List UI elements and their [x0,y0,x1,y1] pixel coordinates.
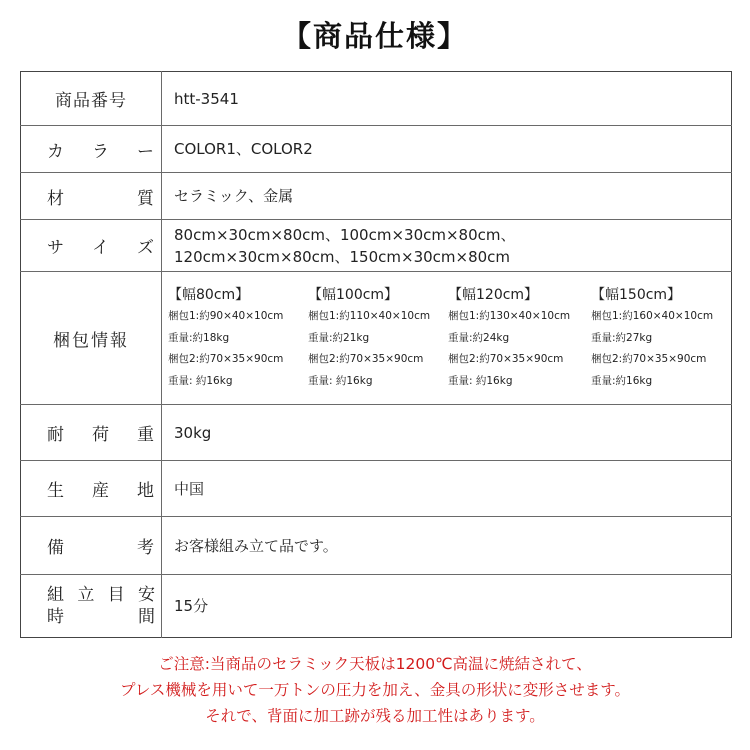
size-value: 80cm×30cm×80cm、100cm×30cm×80cm、 120cm×30cm×80cm、150cm×30cm×80cm [162,220,732,272]
spec-row-notes [21,517,732,575]
packing-column-120: 【幅120cm】 梱包1:約130×40×10cm 重量:約24kg 梱包2:約70×35×90cm 重量: 約16kg [448,287,571,387]
load-label: 耐 荷 重 [21,405,162,461]
packing-column-150: 【幅150cm】 梱包1:約160×40×10cm 重量:約27kg 梱包2:約70×35×90cm 重量:約16kg [591,287,714,387]
material-value: セラミック、金属 [162,173,732,220]
notes-value: お客様組み立て品です。 [162,517,732,575]
material-label: 材 質 [21,173,162,220]
packing-column-100: 【幅100cm】 梱包1:約110×40×10cm 重量:約21kg 梱包2:約70×35×90cm 重量: 約16kg [308,287,431,387]
spec-row-material [21,173,732,220]
spec-row-packing [21,272,732,405]
load-value: 30kg [162,405,732,461]
spec-row-model [21,72,732,126]
caution-notice: ご注意:当商品のセラミック天板は1200℃高温に焼結されて、 プレス機械を用いて一万トンの圧力を加え、金具の形状に変形させます。 それで、背面に加工跡が残る加工性はあります。 [119,655,631,725]
page-title: 【商品仕様】 [281,19,468,53]
spec-row-origin [21,461,732,517]
packing-value [162,272,732,405]
spec-row-load [21,405,732,461]
origin-label: 生 産 地 [21,461,162,517]
assembly-label: 組 立 目 安 時 間 [21,575,162,638]
origin-value: 中国 [162,461,732,517]
size-label: サ イ ズ [21,220,162,272]
packing-column-80: 【幅80cm】 梱包1:約90×40×10cm 重量:約18kg 梱包2:約70×35×90cm 重量: 約16kg [168,287,284,387]
model-value: htt-3541 [174,89,239,108]
spec-row-assembly [21,575,732,638]
color-value: COLOR1、COLOR2 [162,126,732,173]
spec-table [20,71,732,638]
spec-row-color [21,126,732,173]
color-label: カ ラ ー [21,126,162,173]
notes-label: 備 考 [21,517,162,575]
spec-row-size [21,220,732,272]
assembly-value: 15分 [162,575,732,638]
model-label: 商品番号 [21,72,162,126]
packing-label: 梱包情報 [21,272,162,405]
